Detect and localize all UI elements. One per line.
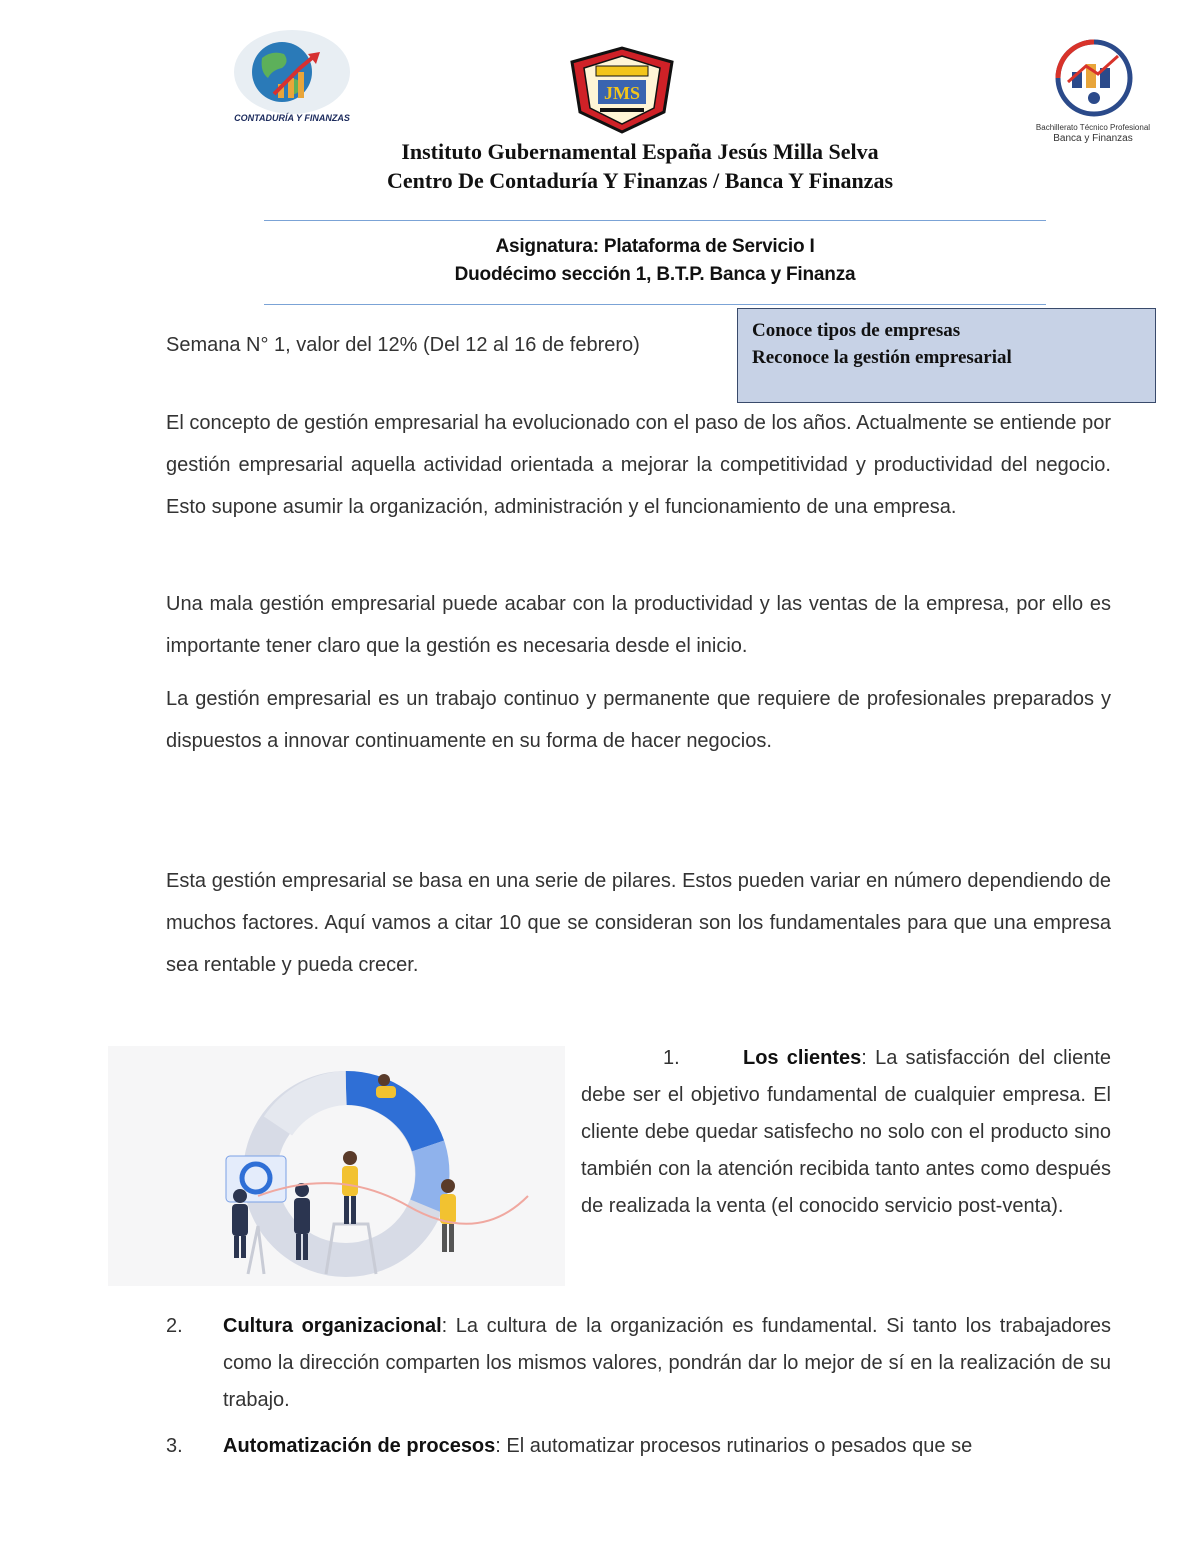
list-item-text: : El automatizar procesos rutinarios o pesados que se xyxy=(495,1435,973,1457)
svg-text:Banca y Finanzas: Banca y Finanzas xyxy=(1053,133,1133,144)
list-item xyxy=(166,1428,1111,1465)
paragraph: Una mala gestión empresarial puede acabar con la productividad y las ventas de la empresa, por ello es importante tener claro que la gestión es necesaria desde el inicio. xyxy=(166,593,1111,657)
objective-item: Reconoce la gestión empresarial xyxy=(752,347,1012,368)
contaduria-finanzas-logo xyxy=(228,28,356,126)
subject-line: Asignatura: Plataforma de Servicio I xyxy=(495,236,815,257)
btp-banca-finanzas-logo xyxy=(1028,38,1158,148)
list-item xyxy=(166,1308,1111,1419)
list-item xyxy=(581,1040,1111,1225)
center-name: Centro De Contaduría Y Finanzas / Banca Y Finanzas xyxy=(386,168,894,193)
svg-text:CONTADURÍA Y FINANZAS: CONTADURÍA Y FINANZAS xyxy=(234,113,350,123)
list-item-text: : La satisfacción del cliente debe ser el objetivo fundamental de cualquier empresa. El cliente debe quedar satisfecho no solo con el producto sino también con la atención recibida tanto antes como después de realizada la venta (el conocido servicio post-venta). xyxy=(581,1047,1111,1217)
list-item-number: 1. xyxy=(663,1047,680,1069)
section-line: Duodécimo sección 1, B.T.P. Banca y Finanza xyxy=(454,264,856,285)
objective-item: Conoce tipos de empresas xyxy=(752,320,961,341)
business-team-illustration xyxy=(108,1046,565,1286)
paragraph: Esta gestión empresarial se basa en una serie de pilares. Estos pueden variar en número dependiendo de muchos factores. Aquí vamos a citar 10 que se consideran son los fundamentales para que una empresa sea rentable y pueda crecer. xyxy=(166,870,1111,976)
institute-name: Instituto Gubernamental España Jesús Milla Selva xyxy=(401,139,879,164)
week-line: Semana N° 1, valor del 12% (Del 12 al 16 de febrero) xyxy=(166,334,640,356)
header-divider-bottom xyxy=(264,304,1046,305)
list-item-title: Cultura organizacional xyxy=(223,1315,442,1337)
list-item-number: 2. xyxy=(166,1315,183,1337)
list-item-text: : La cultura de la organización es fundamental. Si tanto los trabajadores como la dirección comparten los mismos valores, pondrán dar lo mejor de sí en la realización de su trabajo. xyxy=(223,1315,1111,1411)
header-divider-top xyxy=(264,220,1046,221)
svg-text:JMS: JMS xyxy=(604,83,640,103)
list-item-number: 3. xyxy=(166,1435,183,1457)
list-item-title: Automatización de procesos xyxy=(223,1435,496,1457)
paragraph: La gestión empresarial es un trabajo continuo y permanente que requiere de profesionales preparados y dispuestos a innovar continuamente en su forma de hacer negocios. xyxy=(166,688,1111,752)
svg-text:Bachillerato Técnico Profesion: Bachillerato Técnico Profesional xyxy=(1035,123,1151,132)
objectives-box xyxy=(737,308,1156,403)
list-item-title: Los clientes xyxy=(743,1047,862,1069)
paragraph: El concepto de gestión empresarial ha evolucionado con el paso de los años. Actualmente se entiende por gestión empresarial aquella actividad orientada a mejorar la competitividad y productividad del negocio. Esto supone asumir la organización, administración y el funcionamiento de una empresa. xyxy=(166,412,1111,518)
institute-shield-logo xyxy=(568,44,676,134)
